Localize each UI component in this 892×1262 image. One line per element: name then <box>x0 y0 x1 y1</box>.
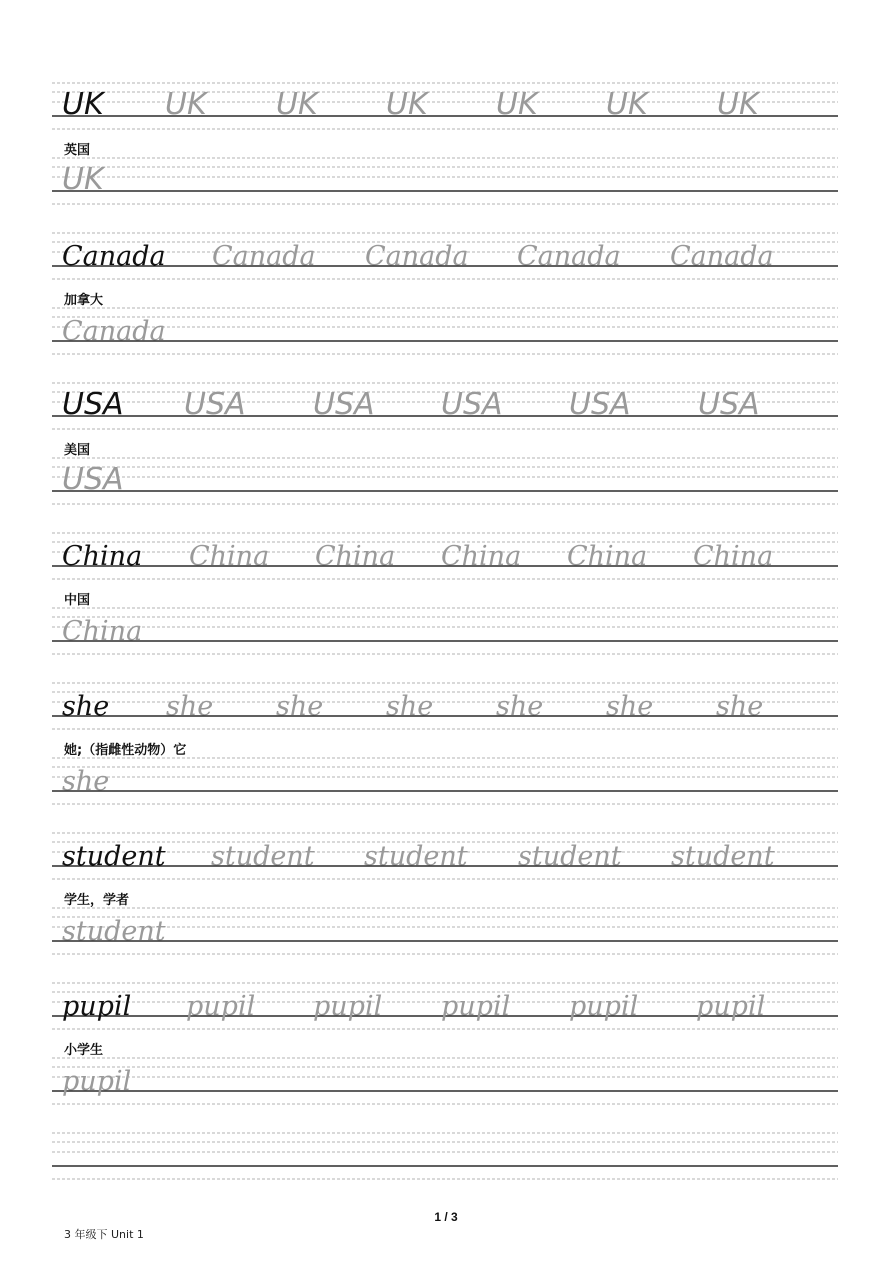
word-4-trace-6: she <box>716 691 764 722</box>
word-0-trace-4: UK <box>496 87 538 122</box>
word-2-trace-2: USA <box>313 387 375 422</box>
word-4-trace-3: she <box>386 691 434 722</box>
word-3-trace-4: China <box>567 541 648 572</box>
word-0-trace-3: UK <box>386 87 428 122</box>
word-6-trace-1: pupil <box>186 991 256 1022</box>
word-0-trace-2: UK <box>276 87 318 122</box>
word-0-trace-1: UK <box>165 87 207 122</box>
word-4-model: she <box>62 691 110 722</box>
word-0-trace-5: UK <box>606 87 648 122</box>
word-3-meaning: 中国 <box>64 593 91 608</box>
word-2-model: USA <box>62 387 124 422</box>
word-5-trace-4: student <box>671 841 775 872</box>
word-2-copy-trace: USA <box>62 462 124 497</box>
word-0-copy-trace: UK <box>62 162 104 197</box>
word-6-trace-2: pupil <box>313 991 383 1022</box>
word-5-trace-3: student <box>518 841 622 872</box>
word-5-copy-trace: student <box>62 916 166 947</box>
word-4-trace-1: she <box>166 691 214 722</box>
word-6-trace-5: pupil <box>696 991 766 1022</box>
word-6-trace-4: pupil <box>569 991 639 1022</box>
word-1-trace-1: Canada <box>212 241 316 272</box>
word-3-trace-1: China <box>189 541 270 572</box>
word-3-copy-trace: China <box>62 616 143 647</box>
word-6-copy-trace: pupil <box>62 1066 132 1097</box>
word-2-trace-3: USA <box>441 387 503 422</box>
word-3-trace-5: China <box>693 541 774 572</box>
word-6-model: pupil <box>62 991 132 1022</box>
word-6-trace-3: pupil <box>441 991 511 1022</box>
word-4-trace-4: she <box>496 691 544 722</box>
page-number: 1 / 3 <box>434 1210 458 1224</box>
word-3-trace-3: China <box>441 541 522 572</box>
word-0-trace-6: UK <box>717 87 759 122</box>
word-1-model: Canada <box>62 241 166 272</box>
word-4-meaning: 她;（指雌性动物）它 <box>64 743 187 758</box>
word-2-trace-4: USA <box>569 387 631 422</box>
word-4-trace-2: she <box>276 691 324 722</box>
word-4-copy-trace: she <box>62 766 110 797</box>
word-6-meaning: 小学生 <box>64 1043 104 1058</box>
word-5-trace-2: student <box>364 841 468 872</box>
word-3-model: China <box>62 541 143 572</box>
word-1-trace-4: Canada <box>670 241 774 272</box>
word-5-trace-1: student <box>211 841 315 872</box>
word-1-meaning: 加拿大 <box>64 293 104 308</box>
word-1-trace-3: Canada <box>517 241 621 272</box>
word-1-copy-trace: Canada <box>62 316 166 347</box>
word-0-model: UK <box>62 87 104 122</box>
word-5-meaning: 学生，学者 <box>64 893 130 908</box>
word-2-meaning: 美国 <box>64 443 91 458</box>
footer-label: 3 年级下 Unit 1 <box>64 1228 144 1241</box>
word-5-model: student <box>62 841 166 872</box>
word-2-trace-5: USA <box>698 387 760 422</box>
word-0-meaning: 英国 <box>64 143 91 158</box>
word-2-trace-1: USA <box>184 387 246 422</box>
word-3-trace-2: China <box>315 541 396 572</box>
word-1-trace-2: Canada <box>365 241 469 272</box>
word-4-trace-5: she <box>606 691 654 722</box>
